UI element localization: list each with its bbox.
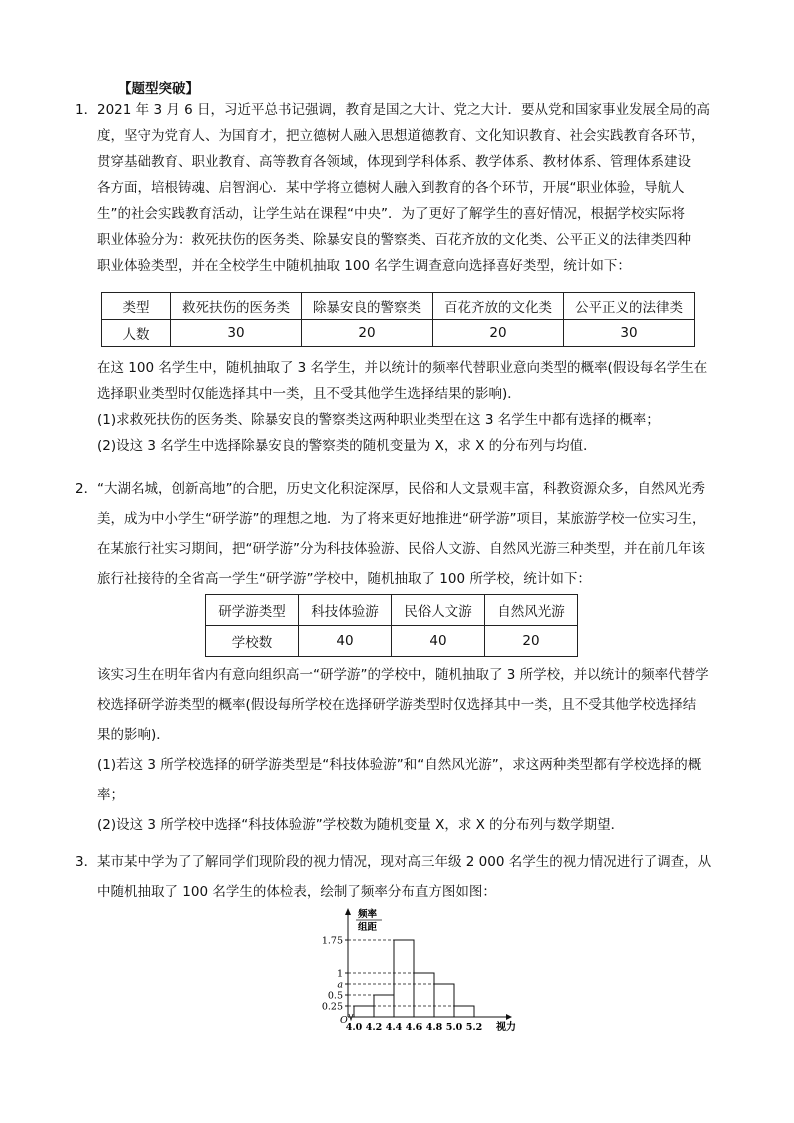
q1-line: 职业体验分为：救死扶伤的医务类、除暴安良的警察类、百花齐放的文化类、公平正义的法律类四种 xyxy=(97,232,691,248)
question-2-parts xyxy=(75,660,715,840)
q1-line: 贯穿基础教育、职业教育、高等教育各领域，体现到学科体系、教学体系、教材体系、管理体系建设 xyxy=(97,154,691,170)
q1-part-2: (2)设这 3 名学生中选择除暴安良的警察类的随机变量为 X，求 X 的分布列与均值． xyxy=(97,438,597,454)
origin-label: O xyxy=(340,1015,348,1026)
table-header-cell: 类型 xyxy=(102,293,171,320)
question-3 xyxy=(75,847,715,907)
table-header-cell: 自然风光游 xyxy=(485,595,578,626)
x-axis-arrow xyxy=(506,1014,512,1020)
q1-table xyxy=(101,292,695,347)
y-tick-label: 0.5 xyxy=(327,990,343,1002)
y-axis-label-bottom: 组距 xyxy=(358,922,378,933)
q3-line: 中随机抽取了 100 名学生的体检表，绘制了频率分布直方图如图： xyxy=(97,884,496,900)
y-axis-arrow xyxy=(345,908,351,915)
q2-line: 美，成为中小学生“研学游”的理想之地．为了将来更好地推进“研学游”项目，某旅游学校一位实习生， xyxy=(97,511,706,527)
q2-line: “大湖名城，创新高地”的合肥，历史文化积淀深厚，民俗和人文景观丰富，科教资源众多，自然风光秀 xyxy=(97,481,705,497)
y-axis-label-top: 频率 xyxy=(358,909,378,920)
q2-part-1-cont: 率； xyxy=(97,787,124,803)
q2-part-1: (1)若这 3 所学校选择的研学游类型是“科技体验游”和“自然风光游”，求这两种类型都有学校选择的概 xyxy=(97,757,702,773)
histogram-bar xyxy=(434,984,454,1017)
x-tick-label: 5.0 xyxy=(445,1022,463,1033)
table-header-cell: 科技体验游 xyxy=(299,595,392,626)
table-header-cell: 百花齐放的文化类 xyxy=(433,293,564,320)
question-number: 1． xyxy=(75,102,98,118)
table-cell: 20 xyxy=(302,320,433,347)
q1-line: 2021 年 3 月 6 日，习近平总书记强调，教育是国之大计、党之大计．要从党和国家事业发展全局的高 xyxy=(97,102,710,118)
table-header-cell: 民俗人文游 xyxy=(392,595,485,626)
x-tick-label: 4.2 xyxy=(365,1022,383,1033)
histogram-bar xyxy=(394,940,414,1017)
table-cell: 30 xyxy=(564,320,695,347)
table-header-cell: 研学游类型 xyxy=(206,595,299,626)
table-cell: 40 xyxy=(299,626,392,657)
histogram-bar xyxy=(354,1006,374,1017)
q2-line: 在某旅行社实习期间，把“研学游”分为科技体验游、民俗人文游、自然风光游三种类型，并在前几年该 xyxy=(97,541,705,557)
question-2 xyxy=(75,474,715,594)
q2-part-2: (2)设这 3 所学校中选择“科技体验游”学校数为随机变量 X，求 X 的分布列与数学期望． xyxy=(97,817,625,833)
x-tick-label: 4.6 xyxy=(405,1022,423,1033)
table-row-label: 学校数 xyxy=(206,626,299,657)
q1-line: 度，坚守为党育人、为国育才，把立德树人融入思想道德教育、文化知识教育、社会实践教育各环节， xyxy=(97,128,705,144)
y-tick-label: 1 xyxy=(336,968,343,980)
q2-after-line: 校选择研学游类型的概率(假设每所学校在选择研学游类型时仅选择其中一类，且不受其他学校选择结 xyxy=(97,697,697,713)
q1-after-line: 选择职业类型时仅能选择其中一类，且不受其他学生选择结果的影响)． xyxy=(97,386,521,402)
q1-part-1: (1)求救死扶伤的医务类、除暴安良的警察类这两种职业类型在这 3 名学生中都有选择的概率； xyxy=(97,412,660,428)
table-row xyxy=(102,293,695,320)
frequency-histogram xyxy=(310,905,520,1040)
table-row xyxy=(206,626,578,657)
y-tick-label: 1.75 xyxy=(321,935,343,947)
question-number: 2． xyxy=(75,481,98,497)
question-1-parts xyxy=(75,355,715,459)
y-tick-label: 0.25 xyxy=(321,1001,343,1013)
table-header-cell: 除暴安良的警察类 xyxy=(302,293,433,320)
section-title: 【题型突破】 xyxy=(118,81,199,97)
histogram-bar xyxy=(414,973,434,1017)
q1-line: 各方面，培根铸魂、启智润心．某中学将立德树人融入到教育的各个环节，开展“职业体验，导航人 xyxy=(97,180,685,196)
q1-line: 职业体验类型，并在全校学生中随机抽取 100 名学生调查意向选择喜好类型，统计如下： xyxy=(97,258,631,274)
table-cell: 40 xyxy=(392,626,485,657)
question-number: 3． xyxy=(75,854,98,870)
table-cell: 20 xyxy=(485,626,578,657)
q1-after-line: 在这 100 名学生中，随机抽取了 3 名学生，并以统计的频率代替职业意向类型的概率(假设每名学生在 xyxy=(97,360,708,376)
table-header-cell: 公平正义的法律类 xyxy=(564,293,695,320)
table-cell: 30 xyxy=(171,320,302,347)
table-row xyxy=(206,595,578,626)
x-tick-label: 4.0 xyxy=(345,1022,363,1033)
question-1 xyxy=(75,97,715,279)
q2-after-line: 果的影响)． xyxy=(97,727,170,743)
histogram-bar xyxy=(454,1006,474,1017)
q3-line: 某市某中学为了了解同学们现阶段的视力情况，现对高三年级 2 000 名学生的视力情况进行了调查，从 xyxy=(97,854,712,870)
q2-line: 旅行社接待的全省高一学生“研学游”学校中，随机抽取了 100 所学校，统计如下： xyxy=(97,571,591,587)
x-tick-label: 4.8 xyxy=(425,1022,443,1033)
q2-after-line: 该实习生在明年省内有意向组织高一“研学游”的学校中，随机抽取了 3 所学校，并以统计的频率代替学 xyxy=(97,667,709,683)
q1-line: 生”的社会实践教育活动，让学生站在课程“中央”．为了更好了解学生的喜好情况，根据学校实际将 xyxy=(97,206,685,222)
x-axis-label: 视力 xyxy=(496,1022,516,1033)
table-cell: 20 xyxy=(433,320,564,347)
table-row xyxy=(102,320,695,347)
y-tick-label: a xyxy=(337,979,343,991)
x-tick-label: 4.4 xyxy=(385,1022,403,1033)
q2-table xyxy=(205,594,578,657)
table-header-cell: 救死扶伤的医务类 xyxy=(171,293,302,320)
x-tick-label: 5.2 xyxy=(465,1022,483,1033)
table-row-label: 人数 xyxy=(102,320,171,347)
